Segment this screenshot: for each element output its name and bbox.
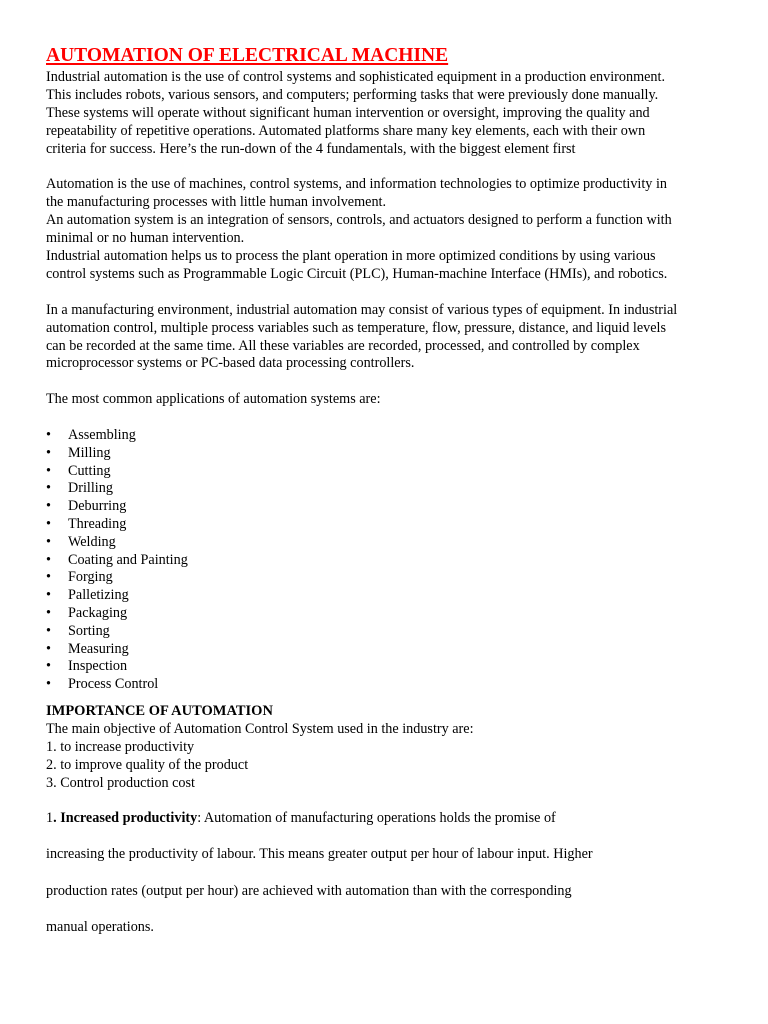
list-item-label: Deburring [68, 498, 127, 515]
applications-intro: The most common applications of automation systems are: [46, 391, 381, 408]
productivity-lead-text: : Automation of manufacturing operations holds the promise of [197, 809, 556, 826]
list-item [46, 641, 726, 659]
bullet-icon: • [46, 676, 51, 693]
productivity-paragraph-lead [46, 810, 726, 828]
spacer [46, 827, 726, 846]
objective-item: 3. Control production cost [46, 774, 195, 791]
list-item-label: Coating and Painting [68, 551, 188, 568]
spacer [46, 694, 726, 703]
list-item [46, 552, 726, 570]
intro-line: These systems will operate without significant human intervention or oversight, improving the quality and [46, 104, 650, 121]
list-item-label: Drilling [68, 480, 113, 497]
bullet-icon: • [46, 533, 51, 550]
list-item [46, 534, 726, 552]
bullet-icon: • [46, 462, 51, 479]
definition-line: Industrial automation helps us to process the plant operation in more optimized conditions by using various [46, 248, 656, 265]
productivity-heading: . Increased productivity [53, 809, 198, 826]
environment-line: In a manufacturing environment, industrial automation may consist of various types of equipment. In industrial [46, 301, 678, 318]
applications-list [46, 427, 726, 694]
list-item-label: Cutting [68, 462, 111, 479]
definition-paragraph [46, 176, 726, 283]
list-item [46, 623, 726, 641]
productivity-line: manual operations. [46, 919, 154, 936]
list-item [46, 480, 726, 498]
list-item-label: Sorting [68, 622, 110, 639]
spacer [46, 159, 726, 177]
spacer [46, 409, 726, 427]
list-item-label: Inspection [68, 658, 128, 675]
spacer [46, 864, 726, 883]
bullet-icon: • [46, 427, 51, 444]
environment-line: can be recorded at the same time. All these variables are recorded, processed, and controlled by complex [46, 337, 640, 354]
environment-line: microprocessor systems or PC-based data processing controllers. [46, 355, 415, 372]
productivity-number: 1 [46, 809, 54, 826]
intro-line: Industrial automation is the use of control systems and sophisticated equipment in a production environment. [46, 69, 666, 85]
definition-line: minimal or no human intervention. [46, 230, 245, 247]
list-item-label: Process Control [68, 676, 159, 693]
bullet-icon: • [46, 605, 51, 622]
productivity-line: production rates (output per hour) are achieved with automation than with the corresponding [46, 882, 572, 899]
bullet-icon: • [46, 587, 51, 604]
definition-line: Automation is the use of machines, control systems, and information technologies to optimize productivity in [46, 176, 667, 193]
intro-line: repeatability of repetitive operations. Automated platforms share many key elements, each with their own [46, 122, 646, 139]
intro-line: This includes robots, various sensors, and computers; performing tasks that were previously done manually. [46, 86, 659, 103]
bullet-icon: • [46, 516, 51, 533]
list-item [46, 463, 726, 481]
definition-line: An automation system is an integration of sensors, controls, and actuators designed to perform a function with [46, 212, 672, 229]
bullet-icon: • [46, 640, 51, 657]
list-item [46, 605, 726, 623]
document-page [46, 44, 726, 937]
productivity-line: increasing the productivity of labour. This means greater output per hour of labour input. Higher [46, 846, 593, 863]
bullet-icon: • [46, 569, 51, 586]
intro-line: criteria for success. Here’s the run-down of the 4 fundamentals, with the biggest element first [46, 140, 576, 157]
bullet-icon: • [46, 622, 51, 639]
list-item [46, 676, 726, 694]
objective-item: 2. to improve quality of the product [46, 756, 249, 773]
bullet-icon: • [46, 444, 51, 461]
bullet-icon: • [46, 498, 51, 515]
bullet-icon: • [46, 658, 51, 675]
list-item [46, 498, 726, 516]
list-item [46, 445, 726, 463]
list-item [46, 569, 726, 587]
list-item [46, 587, 726, 605]
document-title: AUTOMATION OF ELECTRICAL MACHINE [46, 45, 449, 66]
definition-line: control systems such as Programmable Logic Circuit (PLC), Human-machine Interface (HMIs), and robotics. [46, 265, 668, 282]
objective-item: 1. to increase productivity [46, 738, 195, 755]
list-item [46, 516, 726, 534]
list-item [46, 427, 726, 445]
list-item-label: Measuring [68, 640, 129, 657]
importance-heading: IMPORTANCE OF AUTOMATION [46, 703, 273, 720]
spacer [46, 373, 726, 391]
spacer [46, 900, 726, 919]
spacer [46, 284, 726, 302]
bullet-icon: • [46, 480, 51, 497]
list-item-label: Palletizing [68, 587, 129, 604]
list-item-label: Packaging [68, 605, 128, 622]
list-item-label: Threading [68, 516, 127, 533]
environment-paragraph [46, 302, 726, 374]
intro-paragraph [46, 69, 726, 159]
list-item-label: Assembling [68, 427, 136, 444]
list-item-label: Welding [68, 533, 116, 550]
list-item [46, 658, 726, 676]
definition-line: the manufacturing processes with little human involvement. [46, 194, 387, 211]
list-item-label: Milling [68, 444, 111, 461]
spacer [46, 793, 726, 810]
list-item-label: Forging [68, 569, 113, 586]
importance-intro: The main objective of Automation Control System used in the industry are: [46, 720, 474, 737]
bullet-icon: • [46, 551, 51, 568]
environment-line: automation control, multiple process variables such as temperature, flow, pressure, distance, and liquid levels [46, 319, 666, 336]
